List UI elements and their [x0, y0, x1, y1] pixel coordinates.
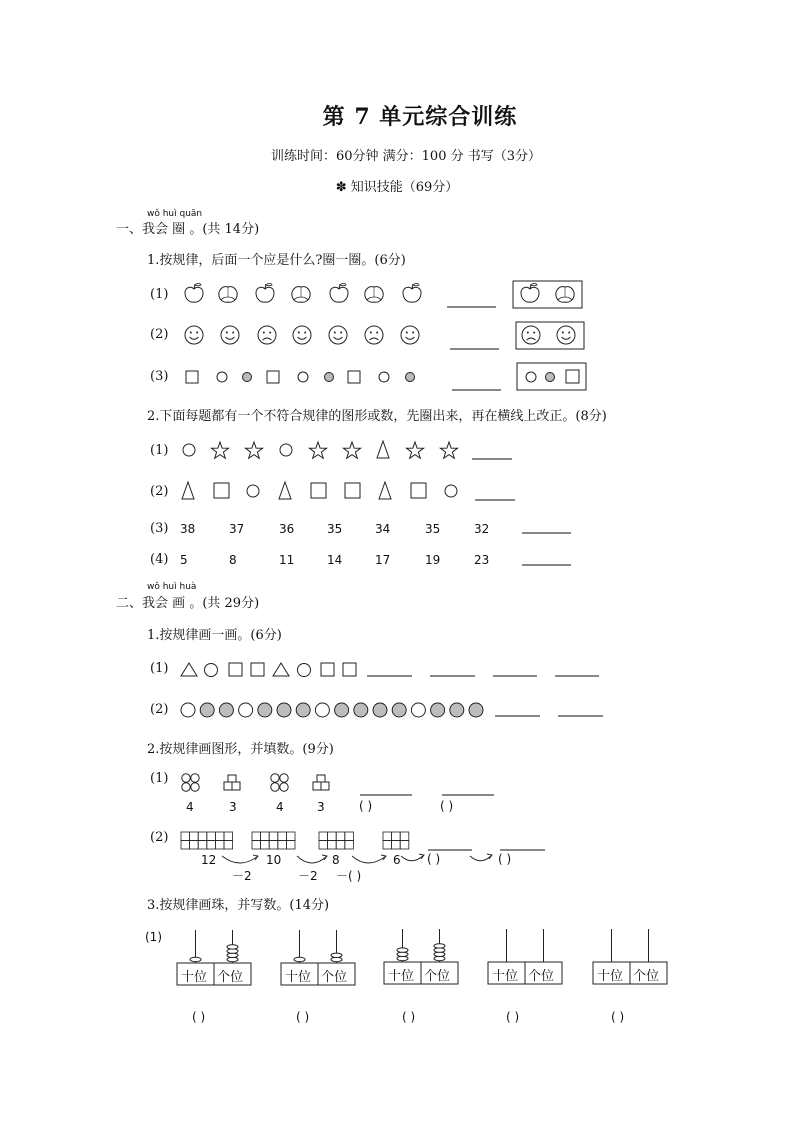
part2-title-c: 。(共 29分) — [189, 596, 260, 611]
star-icon — [440, 442, 457, 458]
smile-face-icon[interactable] — [557, 326, 575, 344]
tens-label: 十位 — [285, 970, 312, 985]
count-label: 4 — [276, 800, 284, 814]
gray-circle-shape — [354, 703, 368, 717]
gray-circle-shape — [219, 703, 233, 717]
q1-row3-shapes — [186, 371, 415, 383]
part1-number: 一、 — [116, 222, 143, 237]
square-shape — [267, 371, 279, 383]
three-squares-figure — [224, 775, 240, 790]
gray-circle-shape — [296, 703, 310, 717]
p2q1-prompt: 1.按规律画一画。(6分) — [147, 628, 282, 643]
square-shape — [345, 483, 360, 498]
grid-cell — [383, 841, 392, 850]
grid-cell — [278, 841, 287, 850]
grid-cell — [261, 832, 270, 841]
p2q1-row1-shapes — [181, 663, 356, 677]
square-shape — [321, 663, 334, 676]
grid-cell — [345, 841, 354, 850]
q2-row3-label: (3) — [150, 521, 169, 536]
sequence-number[interactable]: 23 — [474, 553, 490, 567]
part2-title-a: 我会 — [142, 596, 169, 611]
grid-cell — [400, 832, 409, 841]
tens-label: 十位 — [597, 969, 624, 984]
grid-cell — [392, 832, 401, 841]
sequence-number[interactable]: 38 — [180, 522, 196, 536]
gray-circle-shape — [258, 703, 272, 717]
answer-paren[interactable]: ( ) — [440, 799, 454, 813]
star-icon — [309, 442, 326, 458]
sequence-number[interactable]: 34 — [375, 522, 391, 536]
answer-paren[interactable]: ( ) — [506, 1010, 520, 1024]
gray-circle-shape — [373, 703, 387, 717]
white-circle-shape — [181, 703, 195, 717]
grid-cell — [261, 841, 270, 850]
p2q3-label: (1) — [145, 930, 162, 944]
section-label: 知识技能（69分） — [350, 180, 459, 195]
p2q1-row1-label: (1) — [150, 661, 169, 676]
star-icon — [211, 442, 228, 458]
square-shape — [348, 371, 360, 383]
q1-row3-label: (3) — [150, 369, 169, 384]
sequence-number[interactable]: 35 — [327, 522, 343, 536]
answer-paren[interactable]: ( ) — [359, 799, 373, 813]
grid-cell — [215, 832, 224, 841]
ones-label: 个位 — [528, 969, 555, 984]
ones-label: 个位 — [633, 969, 660, 984]
q1-row2-shapes — [185, 326, 419, 344]
abacus-bead — [331, 953, 342, 957]
grid-cell — [190, 832, 199, 841]
grid-cell — [198, 841, 207, 850]
sequence-number[interactable]: 11 — [279, 553, 295, 567]
circle-shape — [217, 372, 227, 382]
part1-pinyin: wǒ huì quān — [147, 209, 203, 219]
smile-face-icon — [401, 326, 419, 344]
q2-row4-label: (4) — [150, 552, 169, 567]
sequence-number[interactable]: 32 — [474, 522, 490, 536]
smile-face-icon — [329, 326, 347, 344]
grid-cell — [215, 841, 224, 850]
circle-shape — [247, 485, 259, 497]
gray-circle-shape — [200, 703, 214, 717]
gray-circle-shape — [431, 703, 445, 717]
seq-number: 6 — [393, 853, 401, 867]
flower-icon: ✽ — [335, 180, 347, 195]
p2q2-row1-label: (1) — [150, 771, 169, 786]
ones-label: 个位 — [321, 970, 348, 985]
operation-label: －2 — [232, 869, 252, 883]
star-icon — [343, 442, 360, 458]
sequence-number[interactable]: 37 — [229, 522, 245, 536]
grid-cell — [328, 832, 337, 841]
white-circle-shape — [315, 703, 329, 717]
grid-cell — [336, 832, 345, 841]
square-shape — [186, 371, 198, 383]
grid-cell — [252, 832, 261, 841]
square-shape — [251, 663, 264, 676]
sequence-number[interactable]: 35 — [425, 522, 441, 536]
sequence-number[interactable]: 36 — [279, 522, 295, 536]
circle-option[interactable] — [526, 372, 536, 382]
answer-paren[interactable]: ( ) — [498, 852, 512, 866]
grid-cell — [207, 832, 216, 841]
gray-circle-shape — [392, 703, 406, 717]
p2q2-row2-label: (2) — [150, 830, 169, 845]
tens-label: 十位 — [388, 969, 415, 984]
square-shape — [343, 663, 356, 676]
sequence-number[interactable]: 17 — [375, 553, 391, 567]
gray-circle-shape — [450, 703, 464, 717]
answer-paren[interactable]: ( ) — [402, 1010, 416, 1024]
p2q1-row2-label: (2) — [150, 702, 169, 717]
sad-face-icon[interactable] — [522, 326, 540, 344]
p2q3-prompt: 3.按规律画珠，并写数。(14分) — [147, 898, 330, 913]
grid-cell — [345, 832, 354, 841]
gray-circle-shape — [277, 703, 291, 717]
part2-pinyin: wǒ huì huà — [147, 582, 197, 592]
circle-shape — [298, 372, 308, 382]
part2-title-b: 画 — [172, 596, 186, 611]
circle-shape — [205, 664, 218, 677]
count-label: 3 — [229, 800, 237, 814]
count-label: 4 — [186, 800, 194, 814]
abacus-bead — [227, 945, 238, 949]
q1-row2-label: (2) — [150, 327, 169, 342]
peach-icon — [365, 287, 383, 303]
grid-cell — [224, 841, 233, 850]
circle-shape — [445, 485, 457, 497]
grid-cell — [224, 832, 233, 841]
smile-face-icon — [221, 326, 239, 344]
part2-heading — [116, 592, 259, 611]
count-label: 3 — [317, 800, 325, 814]
q2-row1-label: (1) — [150, 443, 169, 458]
abacus-bead — [294, 957, 305, 961]
abacus-group — [177, 929, 667, 985]
sequence-number[interactable]: 8 — [229, 553, 237, 567]
p2q2-row2-arrows — [222, 854, 492, 863]
part1-title-c: 。(共 14分) — [189, 222, 260, 237]
part1-title-a: 我会 — [142, 222, 169, 237]
grid-cell — [392, 841, 401, 850]
peach-icon — [292, 287, 310, 303]
triangle-shape — [377, 441, 389, 458]
q2-row2-shapes — [182, 482, 457, 499]
square-shape — [311, 483, 326, 498]
sequence-number[interactable]: 14 — [327, 553, 343, 567]
sad-face-icon — [365, 326, 383, 344]
seq-number: 12 — [201, 853, 217, 867]
q1-row1-label: (1) — [150, 287, 169, 302]
triangle-shape — [182, 482, 194, 499]
grid-cell — [319, 841, 328, 850]
peach-icon[interactable] — [556, 287, 574, 303]
grid-cell — [269, 841, 278, 850]
white-circle-shape — [239, 703, 253, 717]
sequence-number[interactable]: 19 — [425, 553, 441, 567]
grid-cell — [328, 841, 337, 850]
ones-label: 个位 — [424, 969, 451, 984]
ones-label: 个位 — [217, 970, 244, 985]
p2q1-row2-circles — [181, 703, 483, 717]
page-title: 第 7 单元综合训练 — [322, 104, 518, 130]
four-circles-figure — [271, 774, 288, 791]
q2-prompt: 2.下面每题都有一个不符合规律的图形或数，先圈出来，再在横线上改正。(8分) — [147, 409, 607, 424]
q1-row2-option-box — [516, 322, 584, 349]
triangle-shape — [273, 663, 289, 676]
q1-row1-shapes — [185, 283, 421, 302]
answer-paren[interactable]: ( ) — [611, 1010, 625, 1024]
gray-dot-shape — [243, 373, 252, 382]
q2-row2-label: (2) — [150, 484, 169, 499]
seq-number: 10 — [266, 853, 282, 867]
white-circle-shape — [411, 703, 425, 717]
square-option[interactable] — [566, 370, 579, 383]
circle-shape — [298, 664, 311, 677]
seq-number: 8 — [332, 853, 340, 867]
apple-icon — [403, 283, 421, 302]
p2q2-row2-grids — [181, 832, 409, 849]
p2q2-prompt: 2.按规律画图形，并填数。(9分) — [147, 742, 334, 757]
part2-number: 二、 — [116, 596, 143, 611]
answer-paren[interactable]: ( ) — [296, 1010, 310, 1024]
gray-circle-shape — [335, 703, 349, 717]
operation-label[interactable]: －( ) — [336, 869, 362, 883]
square-shape — [411, 483, 426, 498]
grid-cell — [252, 841, 261, 850]
triangle-shape — [279, 482, 291, 499]
grid-cell — [286, 841, 295, 850]
tens-label: 十位 — [492, 969, 519, 984]
grid-cell — [181, 841, 190, 850]
square-shape — [229, 663, 242, 676]
gray-dot-option[interactable] — [546, 373, 555, 382]
answer-paren[interactable]: ( ) — [192, 1010, 206, 1024]
answer-paren[interactable]: ( ) — [427, 852, 441, 866]
grid-cell — [190, 841, 199, 850]
circle-shape — [379, 372, 389, 382]
grid-cell — [269, 832, 278, 841]
grid-cell — [400, 841, 409, 850]
p2q2-row1-figures — [182, 774, 329, 791]
triangle-shape — [181, 663, 197, 676]
grid-cell — [198, 832, 207, 841]
abacus-bead — [190, 957, 201, 961]
gray-circle-shape — [469, 703, 483, 717]
grid-cell — [207, 841, 216, 850]
smile-face-icon — [185, 326, 203, 344]
gray-dot-shape — [406, 373, 415, 382]
star-icon — [406, 442, 423, 458]
smile-face-icon — [293, 326, 311, 344]
gray-dot-shape — [325, 373, 334, 382]
peach-icon — [219, 287, 237, 303]
q2-row1-shapes — [183, 441, 458, 458]
three-squares-figure — [313, 775, 329, 790]
circle-shape — [280, 444, 292, 456]
apple-icon — [330, 283, 348, 302]
sad-face-icon — [258, 326, 276, 344]
part1-title-b: 圈 — [172, 222, 186, 237]
apple-icon — [185, 283, 203, 302]
four-circles-figure — [182, 774, 199, 791]
grid-cell — [278, 832, 287, 841]
grid-cell — [319, 832, 328, 841]
abacus-bead — [434, 944, 445, 948]
apple-icon — [256, 283, 274, 302]
sequence-number[interactable]: 5 — [180, 553, 188, 567]
square-shape — [214, 483, 229, 498]
grid-cell — [383, 832, 392, 841]
circle-shape — [183, 444, 195, 456]
abacus-bead — [397, 948, 408, 952]
triangle-shape — [379, 482, 391, 499]
apple-icon[interactable] — [521, 283, 539, 302]
tens-label: 十位 — [181, 970, 208, 985]
star-icon — [245, 442, 262, 458]
q1-row1-option-box — [513, 281, 582, 308]
grid-cell — [286, 832, 295, 841]
operation-label: －2 — [298, 869, 318, 883]
grid-cell — [181, 832, 190, 841]
exam-meta: 训练时间：60分钟 满分：100 分 书写（3分） — [270, 149, 542, 164]
q1-prompt: 1.按规律，后面一个应是什么?圈一圈。(6分) — [147, 253, 406, 268]
grid-cell — [336, 841, 345, 850]
